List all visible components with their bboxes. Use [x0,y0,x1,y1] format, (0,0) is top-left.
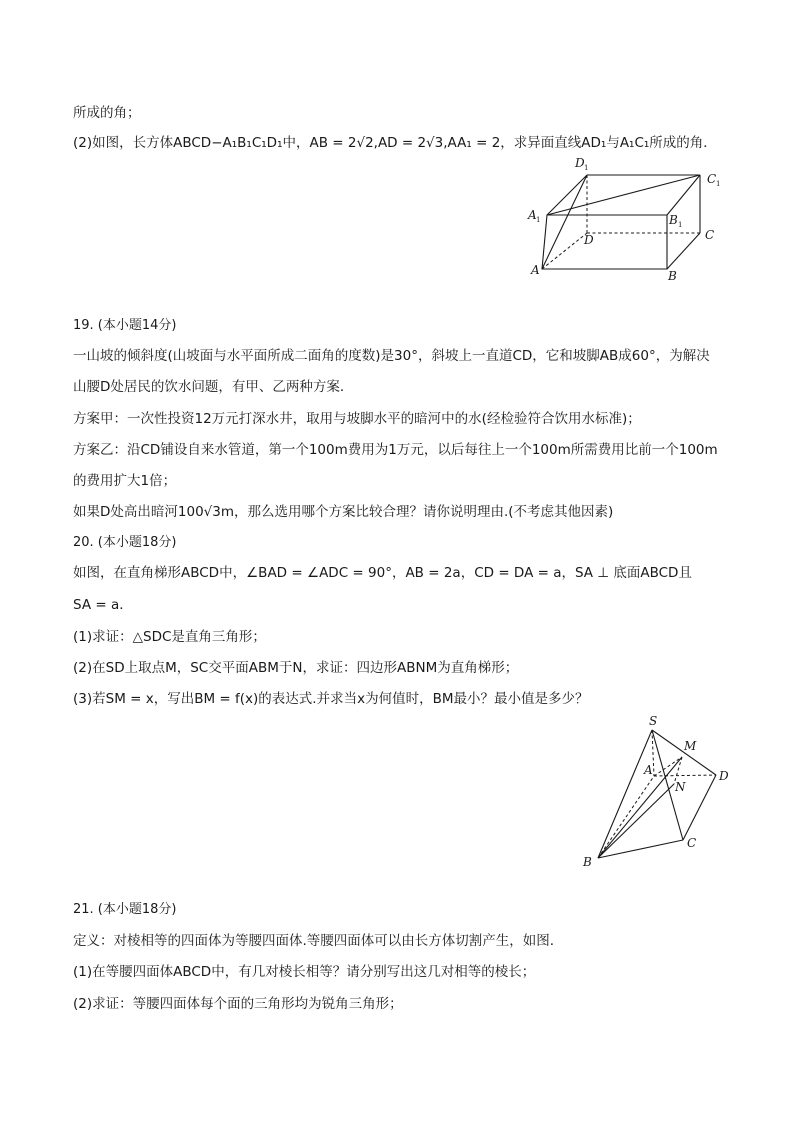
q18-prev-line: 所成的角； [73,105,141,121]
q20-para1: 如图，在直角梯形ABCD中，∠BAD = ∠ADC = 90°，AB = 2a，CD = DA = a，SA ⊥ 底面ABCD且 [73,565,692,581]
svg-text:1: 1 [584,164,589,172]
q20-part3: (3)若SM = x，写出BM = f(x)的表达式.并求当x为何值时，BM最小？最小值是多少？ [73,691,589,707]
q19-heading: 19. (本小题14分) [73,318,177,333]
q21-part1: (1)在等腰四面体ABCD中，有几对棱长相等？请分别写出这几对相等的棱长； [73,964,536,980]
q21-para1: 定义：对棱相等的四面体为等腰四面体.等腰四面体可以由长方体切割产生，如图. [73,933,555,949]
label-a: A [531,263,540,277]
label-b1: B [669,213,678,227]
label-c: C [687,836,697,850]
label-c: C [705,228,715,242]
label-a: A [644,763,653,777]
label-b: B [583,855,592,869]
svg-text:1: 1 [536,216,541,224]
q19-para5: 的费用扩大1倍； [73,473,177,489]
q18-part2: (2)如图，长方体ABCD−A₁B₁C₁D₁中，AB = 2√2,AD = 2√3,AA₁ = 2，求异面直线AD₁与A₁C₁所成的角． [73,135,717,151]
label-b: B [668,269,677,283]
q20-para2: SA = a． [73,597,133,613]
svg-text:1: 1 [678,221,683,229]
label-d: D [584,233,594,247]
q20-part2: (2)在SD上取点M，SC交平面ABM于N，求证：四边形ABNM为直角梯形； [73,660,519,676]
label-c1: C [707,172,717,186]
pyramid-figure [578,710,738,870]
q20-heading: 20. (本小题18分) [73,535,177,550]
cuboid-figure [525,155,725,285]
label-m: M [684,739,697,753]
q20-part1: (1)求证：△SDC是直角三角形； [73,629,266,645]
cuboid-front-face [542,215,667,269]
label-a1: A [528,208,537,222]
q19-para1: 一山坡的倾斜度(山坡面与水平面所成二面角的度数)是30°，斜坡上一直道CD，它和坡脚AB成60°，为解决 [73,348,710,364]
label-d: D [719,769,729,783]
q19-para6: 如果D处高出暗河100√3m，那么选用哪个方案比较合理？请你说明理由.(不考虑其他因素) [73,504,614,520]
diagonal-ad1 [542,175,587,269]
q21-part2: (2)求证：等腰四面体每个面的三角形均为锐角三角形； [73,996,403,1012]
label-d1: D [575,156,585,170]
q19-para4: 方案乙：沿CD铺设自来水管道，第一个100m费用为1万元，以后每往上一个100m所需费用比前一个100m [73,442,718,458]
svg-text:1: 1 [716,180,721,188]
q19-para3: 方案甲：一次性投资12万元打深水井，取用与坡脚水平的暗河中的水(经检验符合饮用水标准)； [73,411,641,427]
q19-para2: 山腰D处居民的饮水问题，有甲、乙两种方案． [73,379,354,395]
diagonal-a1c1 [547,175,700,215]
label-s: S [649,714,658,728]
label-n: N [675,780,686,794]
q21-heading: 21. (本小题18分) [73,902,177,917]
